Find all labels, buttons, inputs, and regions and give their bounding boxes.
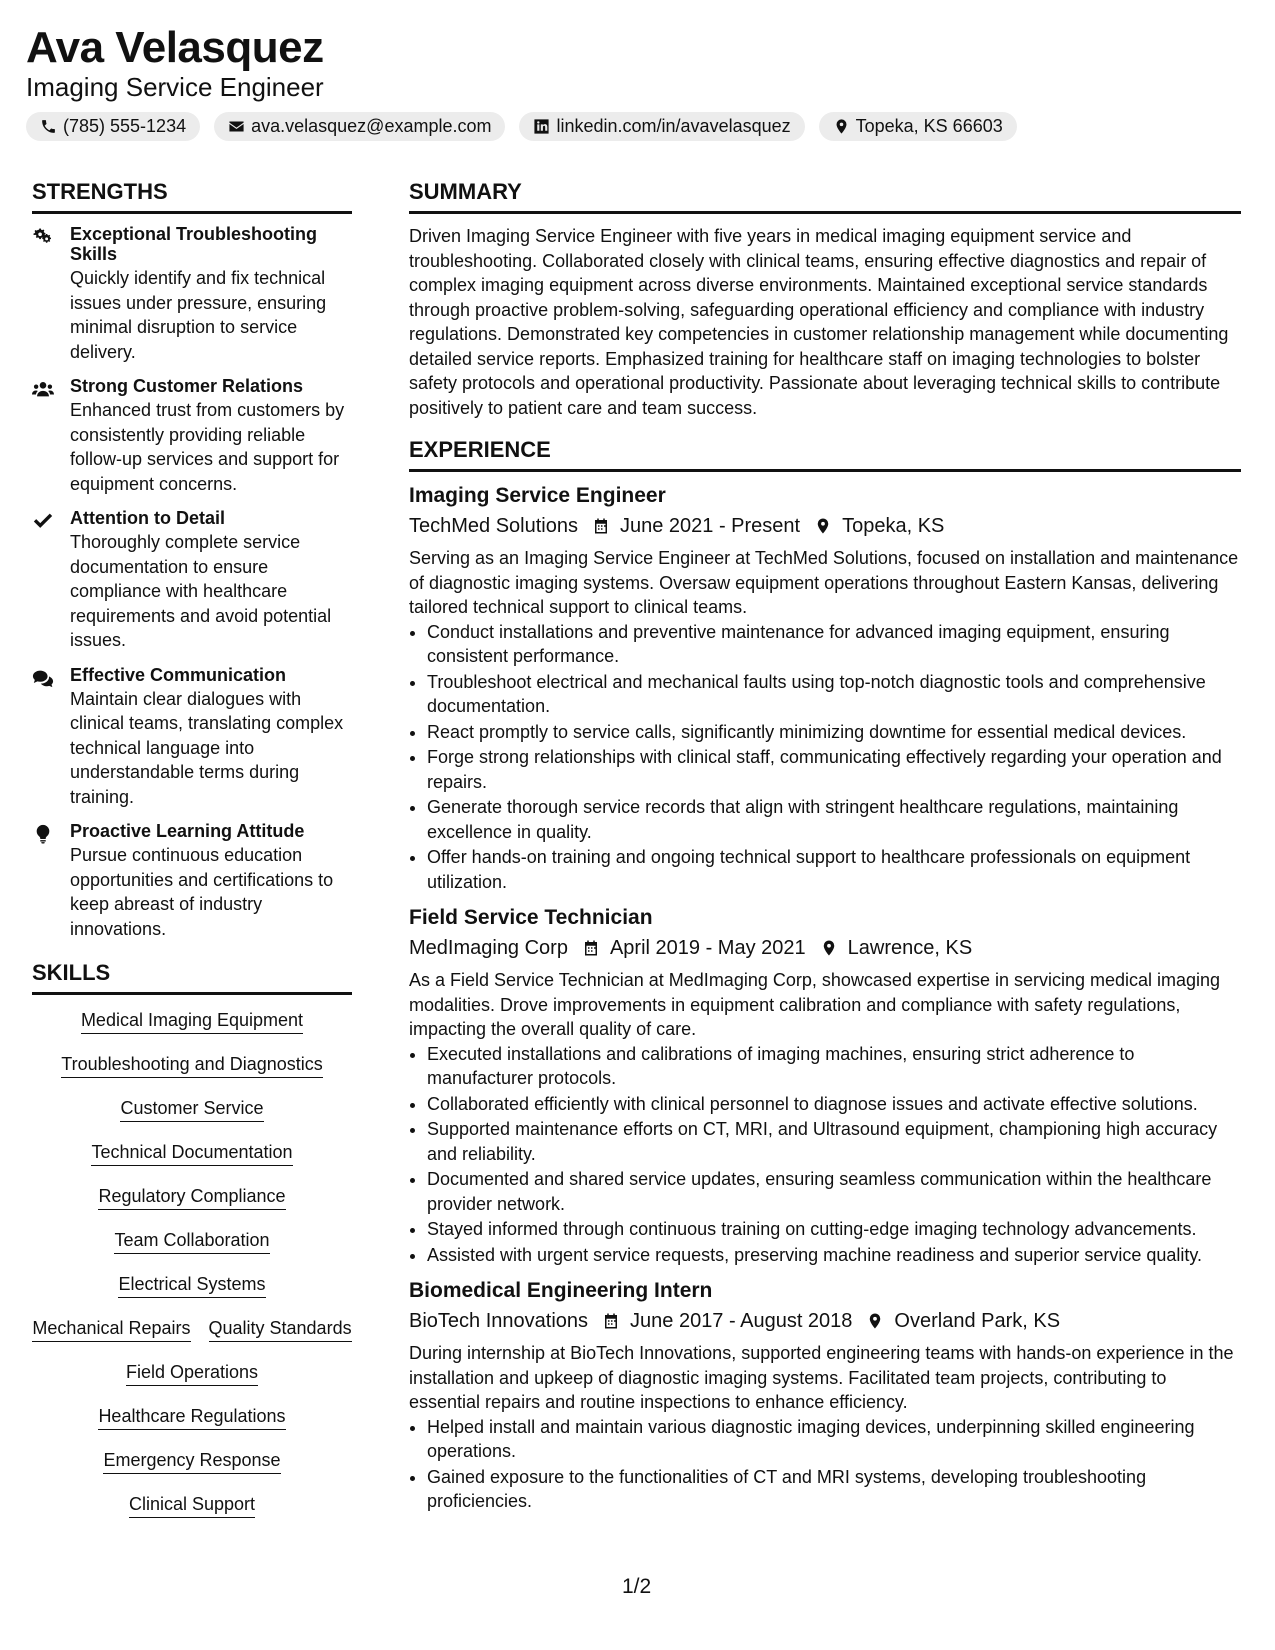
users-icon xyxy=(32,379,54,399)
comments-icon xyxy=(32,668,54,688)
map-pin-icon xyxy=(820,939,838,957)
experience-heading: EXPERIENCE xyxy=(409,436,1241,472)
strength-description: Quickly identify and fix technical issues under pressure, ensuring minimal disruption to service delivery. xyxy=(70,268,327,362)
job-title: Imaging Service Engineer xyxy=(409,484,666,507)
right-column xyxy=(409,178,1241,1524)
skill-tag: Clinical Support xyxy=(129,1493,255,1518)
left-column xyxy=(32,178,352,1518)
job-bullet: • Documented and shared service updates, ensuring seamless communication within the healthcare provider network. xyxy=(427,1167,1241,1216)
strengths-heading: STRENGTHS xyxy=(32,178,352,214)
job-meta xyxy=(409,1307,1241,1335)
strength-item xyxy=(32,224,352,364)
job-entry xyxy=(409,482,1241,894)
job-company: MedImaging Corp xyxy=(409,937,568,959)
job-entry xyxy=(409,1277,1241,1514)
job-description: Serving as an Imaging Service Engineer at TechMed Solutions, focused on installation and maintenance of diagnostic imaging systems. Oversaw equipment operations throughout Eastern Kansas, delivering tailored technical support to clinical teams. xyxy=(409,548,1239,617)
summary-heading: SUMMARY xyxy=(409,178,1241,214)
checkmark-icon xyxy=(32,511,54,531)
skill-tag: Troubleshooting and Diagnostics xyxy=(61,1053,323,1078)
contact-bar xyxy=(26,112,1249,141)
skills-heading: SKILLS xyxy=(32,959,352,995)
contact-email[interactable] xyxy=(214,112,505,141)
job-bullet: • Stayed informed through continuous training on cutting-edge imaging technology advancements. xyxy=(427,1217,1241,1242)
calendar-icon xyxy=(582,939,600,957)
job-description: As a Field Service Technician at MedImaging Corp, showcased expertise in servicing medical imaging modalities. Drove improvements in equipment calibration and compliance with safety regulations, impacting the overall quality of care. xyxy=(409,970,1221,1039)
candidate-role: Imaging Service Engineer xyxy=(26,72,324,102)
strength-title: Exceptional Troubleshooting Skills xyxy=(70,224,318,264)
job-bullet: • Conduct installations and preventive maintenance for advanced imaging equipment, ensuring consistent performance. xyxy=(427,620,1241,669)
skills-list xyxy=(32,1009,352,1518)
skill-tag: Mechanical Repairs xyxy=(32,1317,190,1342)
job-company: TechMed Solutions xyxy=(409,515,578,537)
contact-email-text: ava.velasquez@example.com xyxy=(251,116,492,136)
strength-description: Thoroughly complete service documentation to ensure compliance with healthcare requirements and avoid potential issues. xyxy=(70,532,332,650)
strength-item xyxy=(32,508,352,653)
contact-location-text: Topeka, KS 66603 xyxy=(855,116,1003,136)
skill-tag: Medical Imaging Equipment xyxy=(81,1009,303,1034)
strength-description: Enhanced trust from customers by consistently providing reliable follow-up services and support for equipment concerns. xyxy=(70,400,345,494)
strength-description: Maintain clear dialogues with clinical teams, translating complex technical language into understandable terms during training. xyxy=(70,688,344,807)
skill-tag: Emergency Response xyxy=(103,1449,280,1474)
job-bullets xyxy=(409,1042,1241,1268)
skill-tag: Team Collaboration xyxy=(114,1229,269,1254)
resume-header xyxy=(26,22,1249,141)
contact-phone-text: (785) 555-1234 xyxy=(63,116,187,136)
job-bullet: • React promptly to service calls, significantly minimizing downtime for essential medical devices. xyxy=(427,720,1241,745)
job-bullet: • Forge strong relationships with clinical staff, communicating effectively regarding your operation and repairs. xyxy=(427,745,1241,794)
job-bullet: • Supported maintenance efforts on CT, MRI, and Ultrasound equipment, championing high accuracy and reliability. xyxy=(427,1117,1241,1166)
map-pin-icon xyxy=(833,118,850,135)
strength-title: Effective Communication xyxy=(70,664,287,685)
job-meta xyxy=(409,512,1241,540)
job-bullet: • Assisted with urgent service requests, preserving machine readiness and superior service quality. xyxy=(427,1243,1241,1268)
skill-tag: Customer Service xyxy=(120,1097,263,1122)
contact-location xyxy=(819,112,1017,141)
gears-icon xyxy=(32,227,54,247)
skill-tag: Technical Documentation xyxy=(91,1141,292,1166)
job-bullet: • Offer hands-on training and ongoing technical support to healthcare professionals on equipment utilization. xyxy=(427,845,1241,894)
job-location: Topeka, KS xyxy=(842,515,945,537)
job-entry xyxy=(409,904,1241,1267)
job-bullet: • Generate thorough service records that align with stringent healthcare regulations, maintaining excellence in quality. xyxy=(427,795,1241,844)
job-description: During internship at BioTech Innovations, supported engineering teams with hands-on experience in the installation and upkeep of diagnostic imaging systems. Facilitated team projects, contributing to essential repairs and routine inspections to enhance efficiency. xyxy=(409,1343,1234,1412)
candidate-name: Ava Velasquez xyxy=(26,23,324,72)
map-pin-icon xyxy=(814,517,832,535)
phone-icon xyxy=(40,118,57,135)
strength-title: Strong Customer Relations xyxy=(70,376,304,396)
skill-tag: Healthcare Regulations xyxy=(98,1405,285,1430)
lightbulb-icon xyxy=(32,824,54,844)
skill-tag: Electrical Systems xyxy=(118,1273,265,1298)
strength-item xyxy=(32,376,352,496)
skill-tag: Regulatory Compliance xyxy=(98,1185,285,1210)
job-company: BioTech Innovations xyxy=(409,1310,589,1332)
job-title: Field Service Technician xyxy=(409,906,653,929)
job-meta xyxy=(409,934,1241,962)
job-title: Biomedical Engineering Intern xyxy=(409,1279,713,1302)
skill-tag: Field Operations xyxy=(126,1361,258,1386)
job-bullets xyxy=(409,620,1241,895)
contact-linkedin-text: linkedin.com/in/avavelasquez xyxy=(556,116,791,136)
skill-tag: Quality Standards xyxy=(209,1317,352,1342)
calendar-icon xyxy=(592,517,610,535)
job-bullet: • Troubleshoot electrical and mechanical faults using top-notch diagnostic tools and comprehensive documentation. xyxy=(427,670,1241,719)
contact-linkedin[interactable] xyxy=(519,112,804,141)
strength-item xyxy=(32,821,352,941)
page-number: 1/2 xyxy=(622,1575,652,1598)
job-bullets xyxy=(409,1415,1241,1514)
strength-description: Pursue continuous education opportunities and certifications to keep abreast of industry innovations. xyxy=(70,845,334,939)
job-bullet: • Executed installations and calibrations of imaging machines, ensuring strict adherence to manufacturer protocols. xyxy=(427,1042,1241,1091)
strength-title: Proactive Learning Attitude xyxy=(70,821,305,841)
job-location: Lawrence, KS xyxy=(847,937,973,959)
contact-phone[interactable] xyxy=(26,112,200,141)
job-bullet: • Gained exposure to the functionalities of CT and MRI systems, developing troubleshooting proficiencies. xyxy=(427,1465,1241,1514)
calendar-icon xyxy=(602,1312,620,1330)
strength-title: Attention to Detail xyxy=(70,508,225,528)
job-dates: June 2021 - Present xyxy=(619,515,801,537)
strength-item xyxy=(32,665,352,810)
linkedin-icon xyxy=(533,118,550,135)
job-dates: April 2019 - May 2021 xyxy=(609,937,806,959)
summary-text: Driven Imaging Service Engineer with five years in medical imaging equipment service and troubleshooting. Collaborated closely with clinical teams, ensuring effective diagnostics and repair of complex imaging equipment across diverse environments. Maintained exceptional service standards through proactive problem-solving, safeguarding operational efficiency and compliance with industry regulations. Demonstrated key competencies in customer relationship management while documenting detailed service reports. Emphasized training for healthcare staff on imaging technologies to bolster safety protocols and operational productivity. Passionate about leveraging technical skills to contribute positively to patient care and team success. xyxy=(409,226,1229,418)
job-location: Overland Park, KS xyxy=(894,1310,1061,1332)
job-dates: June 2017 - August 2018 xyxy=(630,1310,853,1332)
job-bullet: • Helped install and maintain various diagnostic imaging devices, underpinning skilled engineering operations. xyxy=(427,1415,1241,1464)
map-pin-icon xyxy=(866,1312,884,1330)
job-bullet: • Collaborated efficiently with clinical personnel to diagnose issues and activate effective solutions. xyxy=(427,1092,1241,1117)
envelope-icon xyxy=(228,118,245,135)
